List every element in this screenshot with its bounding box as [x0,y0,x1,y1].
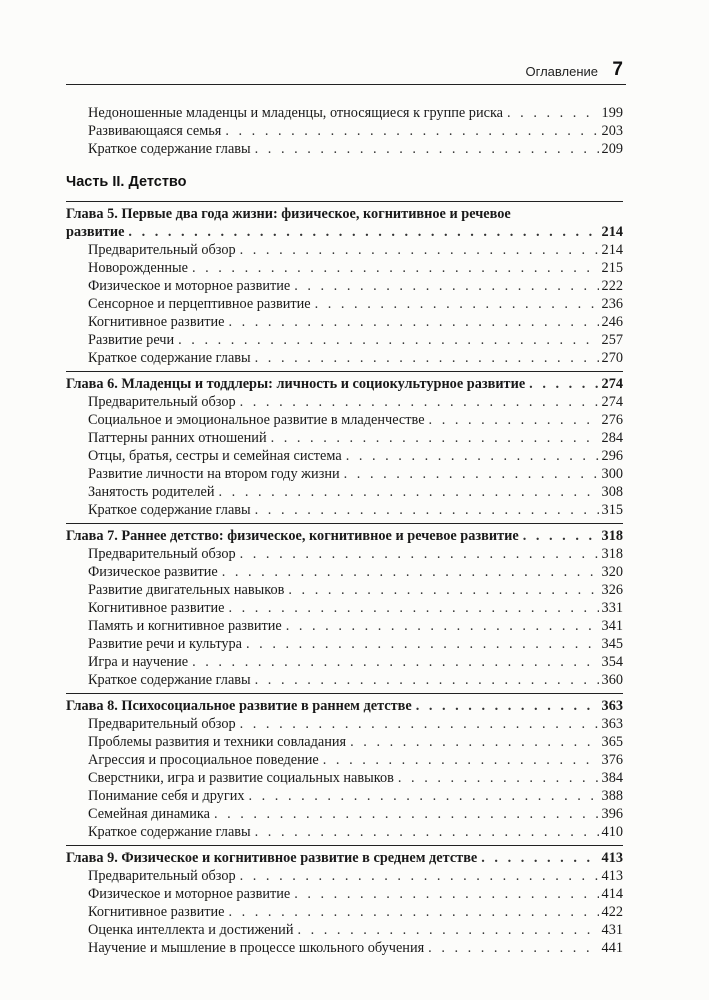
toc-entry[interactable]: Социальное и эмоциональное развитие в младенчестве . . . 276 [66,411,623,429]
toc-entry[interactable]: Развитие личности на втором году жизни . . . 300 [66,465,623,483]
toc-entry[interactable]: Паттерны ранних отношений . . . 284 [66,429,623,447]
toc-entry[interactable]: Новорожденные . . . 215 [66,259,623,277]
toc-entry[interactable]: Понимание себя и других . . . 388 [66,787,623,805]
toc-entry[interactable]: Краткое содержание главы . . . 410 [66,823,623,841]
toc-entry[interactable]: Краткое содержание главы . . . 209 [66,140,623,158]
toc-entry[interactable]: Предварительный обзор . . . 214 [66,241,623,259]
toc-entry[interactable]: Оценка интеллекта и достижений . . . 431 [66,921,623,939]
chapter-title-line[interactable]: Глава 5. Первые два года жизни: физическое, когнитивное и речевое [66,206,511,222]
toc-entry[interactable]: Предварительный обзор . . . 363 [66,715,623,733]
chapter-9 [66,845,623,957]
chapter-5 [66,201,623,367]
toc-entry[interactable]: Проблемы развития и техники совладания . . . 365 [66,733,623,751]
toc-entry[interactable]: Игра и научение . . . 354 [66,653,623,671]
toc-entry[interactable]: Сверстники, игра и развитие социальных навыков . . . 384 [66,769,623,787]
toc-entry[interactable]: Предварительный обзор . . . 318 [66,545,623,563]
page-number: 7 [612,59,623,80]
toc-entry[interactable]: Сенсорное и перцептивное развитие . . . 236 [66,295,623,313]
part-heading: Часть II. Детство [66,174,187,190]
toc-entry[interactable]: Когнитивное развитие . . . 422 [66,903,623,921]
toc-entry[interactable]: Предварительный обзор . . . 274 [66,393,623,411]
toc-entry[interactable]: Развивающаяся семья . . . 203 [66,122,623,140]
toc-entry[interactable]: Краткое содержание главы . . . 270 [66,349,623,367]
toc-entry[interactable]: Агрессия и просоциальное поведение . . . 376 [66,751,623,769]
chapter-entry[interactable]: Глава 9. Физическое и когнитивное развитие в среднем детстве . . . 413 [66,849,623,867]
chapter-7 [66,523,623,689]
toc-entry[interactable]: Краткое содержание главы . . . 360 [66,671,623,689]
running-header [66,59,626,85]
toc-entry[interactable]: Развитие речи . . . 257 [66,331,623,349]
chapter-entry[interactable]: развитие . . . 214 [66,223,623,241]
toc-entry[interactable]: Память и когнитивное развитие . . . 341 [66,617,623,635]
table-of-contents [66,104,623,961]
header-label: Оглавление [525,64,598,79]
chapter-entry[interactable]: Глава 8. Психосоциальное развитие в раннем детстве . . . 363 [66,697,623,715]
toc-entry[interactable]: Физическое и моторное развитие . . . 222 [66,277,623,295]
toc-entry[interactable]: Отцы, братья, сестры и семейная система . . . 296 [66,447,623,465]
chapter-8 [66,693,623,841]
toc-entry[interactable]: Развитие речи и культура . . . 345 [66,635,623,653]
toc-entry[interactable]: Развитие двигательных навыков . . . 326 [66,581,623,599]
toc-entry[interactable]: Когнитивное развитие . . . 331 [66,599,623,617]
toc-entry[interactable]: Занятость родителей . . . 308 [66,483,623,501]
toc-entry[interactable]: Физическое и моторное развитие . . . 414 [66,885,623,903]
toc-entry[interactable]: Краткое содержание главы . . . 315 [66,501,623,519]
toc-entry[interactable]: Физическое развитие . . . 320 [66,563,623,581]
chapter-entry[interactable]: Глава 7. Раннее детство: физическое, когнитивное и речевое развитие . . . 318 [66,527,623,545]
toc-entry[interactable]: Семейная динамика . . . 396 [66,805,623,823]
chapter-entry[interactable]: Глава 6. Младенцы и тоддлеры: личность и социокультурное развитие . . . 274 [66,375,623,393]
toc-entry[interactable]: Недоношенные младенцы и младенцы, относящиеся к группе риска . . . 199 [66,104,623,122]
toc-entry[interactable]: Научение и мышление в процессе школьного обучения . . . 441 [66,939,623,957]
toc-entry[interactable]: Предварительный обзор . . . 413 [66,867,623,885]
chapter-6 [66,371,623,519]
toc-entry[interactable]: Когнитивное развитие . . . 246 [66,313,623,331]
